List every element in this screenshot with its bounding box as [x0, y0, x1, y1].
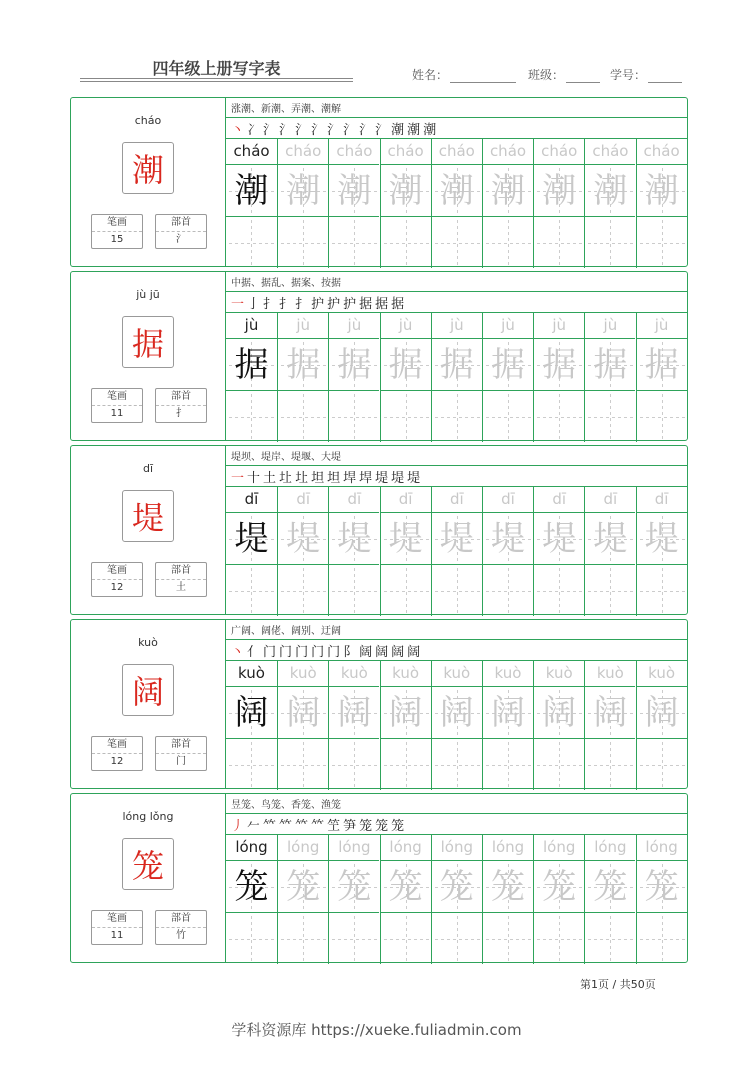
stroke-order	[231, 815, 407, 834]
pinyin-cell: kuò	[238, 664, 265, 682]
blank-practice-cell[interactable]	[226, 912, 277, 964]
pinyin-label: kuò	[138, 636, 158, 649]
trace-cell[interactable]: 潮	[482, 164, 533, 216]
blank-practice-cell[interactable]	[584, 738, 635, 790]
trace-cell[interactable]: 潮	[584, 164, 635, 216]
character-card	[70, 793, 688, 963]
radical-box	[155, 388, 207, 423]
trace-cell[interactable]: 潮	[328, 164, 379, 216]
stroke-step: 坦	[311, 471, 325, 486]
stroke-step: 阔	[375, 645, 389, 660]
character-card	[70, 619, 688, 789]
example-words: 涨潮、新潮、弄潮、潮解	[231, 104, 341, 115]
pinyin-cell: cháo	[482, 139, 533, 164]
trace-cell[interactable]: 堤	[380, 512, 431, 564]
stroke-step: 扌	[279, 297, 293, 312]
stroke-step: 氵	[375, 123, 389, 138]
model-character: 潮	[122, 142, 174, 194]
pinyin-cell: lóng	[636, 835, 687, 860]
stroke-step: 护	[343, 297, 357, 312]
example-words: 堤坝、堤岸、堤堰、大堤	[231, 452, 341, 463]
stroke-count-box	[91, 736, 143, 771]
pinyin-cell: cháo	[584, 139, 635, 164]
radical-box	[155, 214, 207, 249]
blank-practice-cell[interactable]	[277, 390, 328, 442]
trace-cell[interactable]: 潮	[277, 164, 328, 216]
trace-cell[interactable]: 笼	[277, 860, 328, 912]
stroke-step: 扌	[295, 297, 309, 312]
trace-cell[interactable]: 笼	[482, 860, 533, 912]
stroke-step: 潮	[423, 123, 437, 138]
radical-label: 部首	[156, 563, 206, 580]
pinyin-cell: jù	[380, 313, 431, 338]
radical-label: 部首	[156, 911, 206, 928]
stroke-count-label: 笔画	[92, 737, 142, 754]
stroke-step: 冫	[247, 123, 261, 138]
trace-cell[interactable]: 据	[584, 338, 635, 390]
radical-value: 竹	[176, 930, 186, 941]
stroke-count-value: 12	[110, 582, 124, 593]
stroke-step: 阝	[343, 645, 357, 660]
pinyin-cell: lóng	[431, 835, 482, 860]
pinyin-cell: kuò	[533, 661, 584, 686]
stroke-step: 笼	[375, 819, 389, 834]
character-info-panel	[71, 620, 226, 788]
character-info-panel	[71, 272, 226, 440]
pinyin-cell: lóng	[584, 835, 635, 860]
trace-cell[interactable]: 阔	[380, 686, 431, 738]
blank-practice-cell[interactable]	[328, 912, 379, 964]
blank-practice-cell[interactable]	[431, 216, 482, 268]
blank-practice-cell[interactable]	[380, 216, 431, 268]
trace-cell[interactable]: 潮	[226, 164, 277, 216]
trace-cell[interactable]: 据	[277, 338, 328, 390]
title-underline	[80, 78, 353, 84]
practice-area	[226, 794, 687, 962]
pinyin-cell: dī	[277, 487, 328, 512]
character-card	[70, 445, 688, 615]
pinyin-cell: jù	[277, 313, 328, 338]
model-character: 据	[122, 316, 174, 368]
blank-practice-cell[interactable]	[533, 390, 584, 442]
trace-cell[interactable]: 据	[226, 338, 277, 390]
blank-practice-cell[interactable]	[277, 912, 328, 964]
blank-practice-cell[interactable]	[431, 738, 482, 790]
stroke-count-box	[91, 214, 143, 249]
trace-cell[interactable]: 笼	[584, 860, 635, 912]
stroke-step: 堤	[407, 471, 421, 486]
stroke-step: 阔	[359, 645, 373, 660]
trace-cell[interactable]: 据	[533, 338, 584, 390]
divider	[226, 639, 687, 640]
blank-practice-cell[interactable]	[482, 738, 533, 790]
trace-cell[interactable]: 堤	[226, 512, 277, 564]
pinyin-cell: kuò	[380, 661, 431, 686]
blank-practice-cell[interactable]	[328, 390, 379, 442]
trace-cell[interactable]: 堤	[482, 512, 533, 564]
id-field	[610, 66, 682, 83]
pinyin-cell: lóng	[533, 835, 584, 860]
stroke-step: 氵	[359, 123, 373, 138]
trace-cell[interactable]: 阔	[431, 686, 482, 738]
stroke-step: 笼	[391, 819, 405, 834]
stroke-count-label: 笔画	[92, 215, 142, 232]
blank-practice-cell[interactable]	[328, 738, 379, 790]
pinyin-cell: dī	[244, 490, 259, 508]
trace-cell[interactable]: 阔	[226, 686, 277, 738]
page-title: 四年级上册写字表	[152, 59, 281, 78]
stroke-step: 笋	[343, 819, 357, 834]
stroke-count-label: 笔画	[92, 911, 142, 928]
id-blank[interactable]	[648, 69, 682, 83]
trace-cell[interactable]: 阔	[482, 686, 533, 738]
stroke-step: 护	[327, 297, 341, 312]
pinyin-cell: jù	[636, 313, 687, 338]
stroke-step: 土	[263, 471, 277, 486]
radical-value: 土	[176, 582, 186, 593]
pinyin-cell: cháo	[328, 139, 379, 164]
trace-cell[interactable]: 笼	[328, 860, 379, 912]
trace-cell[interactable]: 笼	[431, 860, 482, 912]
trace-cell[interactable]: 笼	[636, 860, 687, 912]
pinyin-cell: jù	[328, 313, 379, 338]
character-info-panel	[71, 98, 226, 266]
pinyin-cell: jù	[244, 316, 259, 334]
stroke-step: 堤	[391, 471, 405, 486]
blank-practice-cell[interactable]	[380, 738, 431, 790]
pinyin-cell: cháo	[277, 139, 328, 164]
stroke-step: 据	[391, 297, 405, 312]
name-blank[interactable]	[450, 69, 516, 83]
pinyin-cell: lóng	[482, 835, 533, 860]
stroke-step: 垾	[359, 471, 373, 486]
blank-practice-cell[interactable]	[584, 564, 635, 616]
stroke-order	[231, 467, 423, 486]
blank-practice-cell[interactable]	[482, 912, 533, 964]
stroke-count-label: 笔画	[92, 389, 142, 406]
stroke-step: 据	[359, 297, 373, 312]
blank-practice-cell[interactable]	[226, 390, 277, 442]
pinyin-cell: jù	[584, 313, 635, 338]
pinyin-cell: jù	[533, 313, 584, 338]
pinyin-cell: jù	[482, 313, 533, 338]
stroke-step: 坦	[327, 471, 341, 486]
character-card	[70, 97, 688, 267]
stroke-step: 笼	[359, 819, 373, 834]
blank-practice-cell[interactable]	[277, 738, 328, 790]
trace-cell[interactable]: 潮	[431, 164, 482, 216]
practice-area	[226, 620, 687, 788]
radical-value: 氵	[176, 234, 186, 245]
blank-practice-cell[interactable]	[482, 564, 533, 616]
name-label: 姓名：	[412, 68, 449, 82]
radical-box	[155, 736, 207, 771]
stroke-order	[231, 641, 423, 660]
stroke-step: 门	[327, 645, 341, 660]
blank-practice-cell[interactable]	[431, 564, 482, 616]
blank-practice-cell[interactable]	[328, 564, 379, 616]
radical-label: 部首	[156, 389, 206, 406]
stroke-step: 𥫗	[295, 819, 309, 834]
trace-cell[interactable]: 阔	[328, 686, 379, 738]
stroke-step: 据	[375, 297, 389, 312]
radical-value: 扌	[176, 408, 186, 419]
trace-cell[interactable]: 阔	[533, 686, 584, 738]
pinyin-cell: kuò	[584, 661, 635, 686]
blank-practice-cell[interactable]	[277, 216, 328, 268]
example-words: 昱笼、鸟笼、香笼、渔笼	[231, 800, 341, 811]
stroke-step: 𥫗	[263, 819, 277, 834]
stroke-step: 丶	[231, 645, 245, 660]
stroke-step: 氵	[343, 123, 357, 138]
trace-cell[interactable]: 笼	[226, 860, 277, 912]
radical-box	[155, 910, 207, 945]
stroke-count-value: 12	[110, 756, 124, 767]
stroke-step: 丿	[231, 819, 245, 834]
pinyin-cell: kuò	[328, 661, 379, 686]
class-label: 班级：	[528, 68, 565, 82]
blank-practice-cell[interactable]	[636, 216, 687, 268]
trace-cell[interactable]: 阔	[277, 686, 328, 738]
pinyin-cell: dī	[380, 487, 431, 512]
trace-cell[interactable]: 阔	[584, 686, 635, 738]
pinyin-cell: dī	[431, 487, 482, 512]
practice-area	[226, 272, 687, 440]
trace-cell[interactable]: 阔	[636, 686, 687, 738]
stroke-step: 氵	[279, 123, 293, 138]
pinyin-cell: lóng	[380, 835, 431, 860]
stroke-step: 笁	[327, 819, 341, 834]
trace-cell[interactable]: 堤	[533, 512, 584, 564]
character-card	[70, 271, 688, 441]
stroke-count-value: 11	[110, 408, 124, 419]
radical-label: 部首	[156, 215, 206, 232]
pinyin-cell: cháo	[431, 139, 482, 164]
stroke-order	[231, 119, 439, 138]
trace-cell[interactable]: 据	[380, 338, 431, 390]
pinyin-cell: lóng	[277, 835, 328, 860]
blank-practice-cell[interactable]	[328, 216, 379, 268]
blank-practice-cell[interactable]	[277, 564, 328, 616]
stroke-step: 丶	[231, 123, 245, 138]
blank-practice-cell[interactable]	[482, 390, 533, 442]
stroke-step: 𥫗	[279, 819, 293, 834]
pinyin-cell: dī	[482, 487, 533, 512]
trace-cell[interactable]: 据	[431, 338, 482, 390]
pinyin-cell: dī	[328, 487, 379, 512]
pinyin-cell: lóng	[328, 835, 379, 860]
example-words: 中据、据乱、据案、按据	[231, 278, 341, 289]
pinyin-cell: dī	[533, 487, 584, 512]
stroke-count-box	[91, 388, 143, 423]
radical-label: 部首	[156, 737, 206, 754]
pinyin-cell: dī	[636, 487, 687, 512]
blank-practice-cell[interactable]	[431, 912, 482, 964]
pinyin-cell: cháo	[533, 139, 584, 164]
stroke-count-value: 15	[110, 234, 124, 245]
id-label: 学号：	[610, 68, 647, 82]
pinyin-cell: kuò	[482, 661, 533, 686]
blank-practice-cell[interactable]	[636, 738, 687, 790]
pinyin-label: jù jū	[136, 288, 160, 301]
character-info-panel	[71, 446, 226, 614]
character-info-panel	[71, 794, 226, 962]
blank-practice-cell[interactable]	[482, 216, 533, 268]
stroke-step: 阔	[391, 645, 405, 660]
trace-cell[interactable]: 堤	[277, 512, 328, 564]
trace-cell[interactable]: 堤	[584, 512, 635, 564]
stroke-step: 门	[295, 645, 309, 660]
stroke-step: 潮	[407, 123, 421, 138]
pinyin-cell: jù	[431, 313, 482, 338]
stroke-step: 氵	[295, 123, 309, 138]
pinyin-cell: cháo	[636, 139, 687, 164]
divider	[226, 465, 687, 466]
stroke-step: 氵	[327, 123, 341, 138]
pinyin-cell: lóng	[235, 838, 268, 856]
radical-box	[155, 562, 207, 597]
blank-practice-cell[interactable]	[226, 216, 277, 268]
stroke-step: 堤	[375, 471, 389, 486]
stroke-step: 扌	[263, 297, 277, 312]
blank-practice-cell[interactable]	[533, 564, 584, 616]
stroke-step: 圵	[295, 471, 309, 486]
stroke-order	[231, 293, 407, 312]
pinyin-label: lóng lǒng	[122, 810, 174, 823]
model-character: 堤	[122, 490, 174, 542]
pinyin-label: cháo	[134, 114, 162, 127]
trace-cell[interactable]: 笼	[533, 860, 584, 912]
blank-practice-cell[interactable]	[584, 390, 635, 442]
pinyin-cell: kuò	[636, 661, 687, 686]
blank-practice-cell[interactable]	[380, 912, 431, 964]
pinyin-label: dī	[142, 462, 154, 475]
blank-practice-cell[interactable]	[380, 564, 431, 616]
stroke-step: 氵	[263, 123, 277, 138]
stroke-step: 一	[231, 471, 245, 486]
practice-area	[226, 446, 687, 614]
site-watermark: 学科资源库 https://xueke.fuliadmin.com	[231, 1021, 522, 1039]
stroke-step: 𠂉	[247, 819, 261, 834]
blank-practice-cell[interactable]	[636, 390, 687, 442]
stroke-count-value: 11	[110, 930, 124, 941]
trace-cell[interactable]: 据	[328, 338, 379, 390]
trace-cell[interactable]: 潮	[636, 164, 687, 216]
stroke-step: 护	[311, 297, 325, 312]
stroke-step: 门	[263, 645, 277, 660]
blank-practice-cell[interactable]	[226, 738, 277, 790]
model-character: 笼	[122, 838, 174, 890]
pinyin-cell: kuò	[277, 661, 328, 686]
stroke-step: 潮	[391, 123, 405, 138]
blank-practice-cell[interactable]	[533, 912, 584, 964]
stroke-step: 氵	[311, 123, 325, 138]
blank-practice-cell[interactable]	[584, 912, 635, 964]
stroke-step: 𥫗	[311, 819, 325, 834]
divider	[226, 813, 687, 814]
stroke-step: 亻	[247, 645, 261, 660]
blank-practice-cell[interactable]	[533, 216, 584, 268]
stroke-step: 亅	[247, 297, 261, 312]
pinyin-cell: cháo	[233, 142, 270, 160]
blank-practice-cell[interactable]	[533, 738, 584, 790]
page-number: 第1页 / 共50页	[580, 978, 656, 991]
blank-practice-cell[interactable]	[226, 564, 277, 616]
class-blank[interactable]	[566, 69, 600, 83]
stroke-step: 十	[247, 471, 261, 486]
radical-value: 门	[176, 756, 186, 767]
stroke-step: 圵	[279, 471, 293, 486]
stroke-step: 一	[231, 297, 245, 312]
blank-practice-cell[interactable]	[636, 564, 687, 616]
trace-cell[interactable]: 笼	[380, 860, 431, 912]
pinyin-cell: cháo	[380, 139, 431, 164]
name-field	[412, 66, 516, 83]
example-words: 广阔、阔佬、阔别、迂阔	[231, 626, 341, 637]
stroke-step: 门	[279, 645, 293, 660]
stroke-count-box	[91, 562, 143, 597]
trace-cell[interactable]: 据	[636, 338, 687, 390]
stroke-step: 阔	[407, 645, 421, 660]
blank-practice-cell[interactable]	[584, 216, 635, 268]
trace-cell[interactable]: 堤	[431, 512, 482, 564]
blank-practice-cell[interactable]	[380, 390, 431, 442]
trace-cell[interactable]: 潮	[533, 164, 584, 216]
stroke-count-label: 笔画	[92, 563, 142, 580]
model-character: 阔	[122, 664, 174, 716]
stroke-count-box	[91, 910, 143, 945]
pinyin-cell: kuò	[431, 661, 482, 686]
divider	[226, 291, 687, 292]
trace-cell[interactable]: 据	[482, 338, 533, 390]
practice-area	[226, 98, 687, 266]
pinyin-cell: dī	[584, 487, 635, 512]
blank-practice-cell[interactable]	[431, 390, 482, 442]
class-field	[528, 66, 600, 83]
blank-practice-cell[interactable]	[636, 912, 687, 964]
stroke-step: 垾	[343, 471, 357, 486]
divider	[226, 117, 687, 118]
trace-cell[interactable]: 堤	[328, 512, 379, 564]
trace-cell[interactable]: 潮	[380, 164, 431, 216]
trace-cell[interactable]: 堤	[636, 512, 687, 564]
stroke-step: 门	[311, 645, 325, 660]
